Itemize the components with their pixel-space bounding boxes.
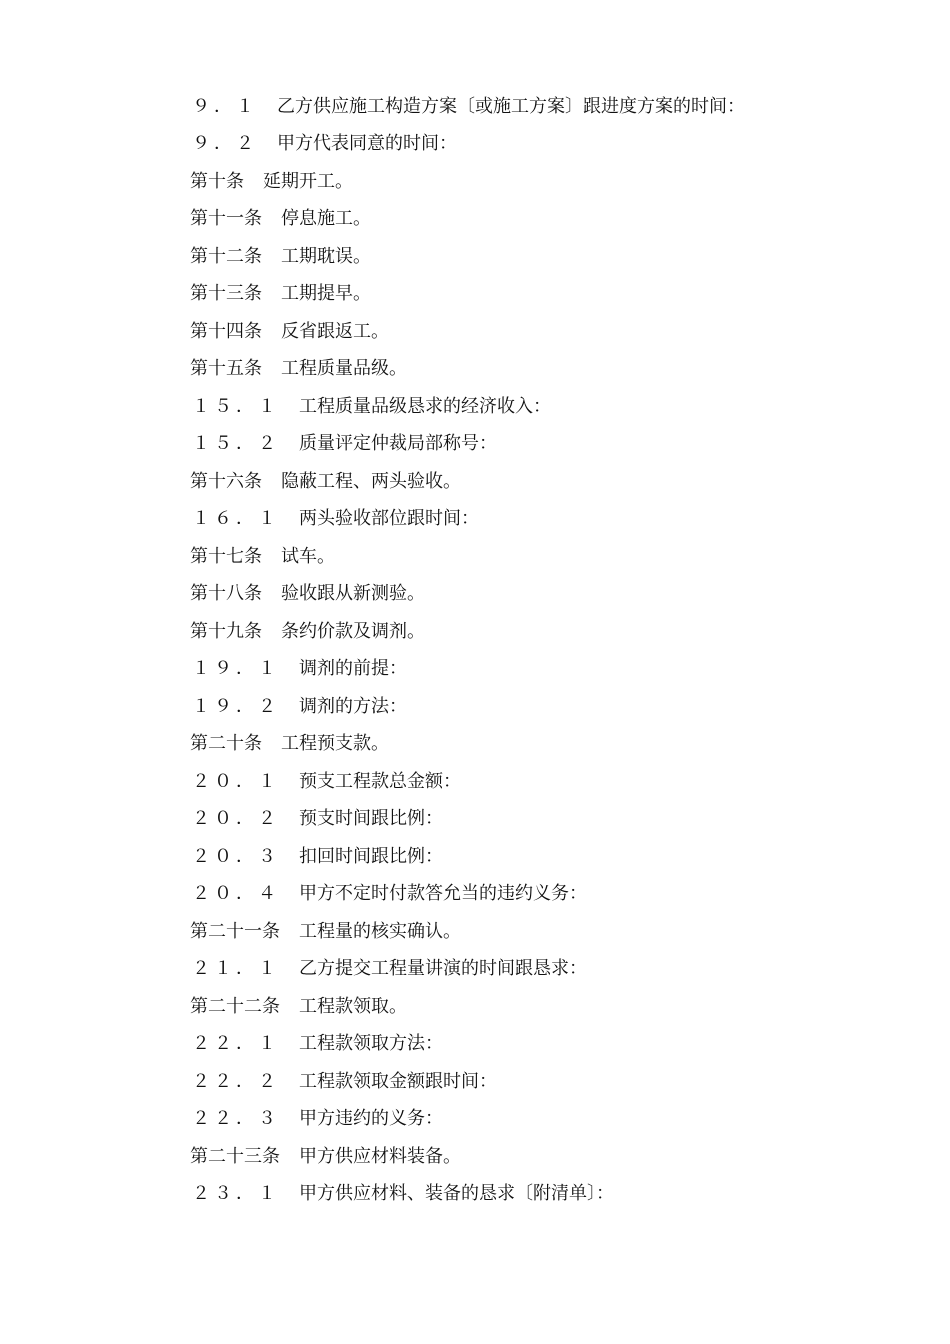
sub-clause-line: [190, 949, 890, 987]
clause-text: 条约价款及调剂。: [281, 620, 425, 642]
sub-clause-number: ２２．１: [192, 1033, 280, 1055]
clause-text: 甲方代表同意的时间：: [277, 133, 457, 155]
sub-clause-number: ２０．４: [192, 883, 280, 905]
clause-text: 工期耽误。: [281, 245, 371, 267]
sub-clause-line: [190, 761, 890, 799]
clause-text: 调剂的方法：: [299, 695, 407, 717]
clause-text: 工程款领取。: [299, 995, 407, 1017]
sub-clause-number: １５．２: [192, 433, 280, 455]
sub-clause-number: ２０．２: [192, 808, 280, 830]
clause-number: 第十三条: [190, 283, 262, 305]
clause-text: 工期提早。: [281, 283, 371, 305]
sub-clause-line: [190, 1099, 890, 1137]
clause-text: 工程量的核实确认。: [299, 920, 461, 942]
clause-number: 第二十一条: [190, 920, 280, 942]
clause-line: [190, 911, 890, 949]
sub-clause-line: [190, 649, 890, 687]
clause-line: [190, 161, 890, 199]
clause-text: 延期开工。: [263, 170, 353, 192]
clause-text: 工程质量品级。: [281, 358, 407, 380]
clause-line: [190, 274, 890, 312]
clause-text: 停息施工。: [281, 208, 371, 230]
clause-number: 第十一条: [190, 208, 262, 230]
clause-text: 预支时间跟比例：: [299, 808, 443, 830]
clause-text: 甲方供应材料装备。: [299, 1145, 461, 1167]
clause-text: 反省跟返工。: [281, 320, 389, 342]
clause-line: [190, 536, 890, 574]
clause-text: 验收跟从新测验。: [281, 583, 425, 605]
clause-number: 第二十三条: [190, 1145, 280, 1167]
clause-line: [190, 461, 890, 499]
sub-clause-line: [190, 1174, 890, 1212]
sub-clause-line: [190, 686, 890, 724]
sub-clause-number: １６．１: [192, 508, 280, 530]
clause-line: [190, 199, 890, 237]
sub-clause-line: [190, 874, 890, 912]
clause-text: 乙方供应施工构造方案〔或施工方案〕跟进度方案的时间：: [277, 95, 745, 117]
sub-clause-line: [190, 1061, 890, 1099]
sub-clause-line: [190, 836, 890, 874]
sub-clause-number: ９．２: [192, 133, 258, 155]
sub-clause-line: [190, 386, 890, 424]
sub-clause-number: ２２．２: [192, 1070, 280, 1092]
clause-text: 调剂的前提：: [299, 658, 407, 680]
sub-clause-line: [190, 86, 890, 124]
clause-text: 甲方不定时付款答允当的违约义务：: [299, 883, 587, 905]
sub-clause-number: ２０．３: [192, 845, 280, 867]
clause-number: 第十二条: [190, 245, 262, 267]
sub-clause-line: [190, 499, 890, 537]
sub-clause-number: １９．１: [192, 658, 280, 680]
clause-text: 两头验收部位跟时间：: [299, 508, 479, 530]
clause-text: 隐蔽工程、两头验收。: [281, 470, 461, 492]
clause-line: [190, 611, 890, 649]
clause-text: 质量评定仲裁局部称号：: [299, 433, 497, 455]
clause-text: 工程款领取金额跟时间：: [299, 1070, 497, 1092]
clause-line: [190, 236, 890, 274]
clause-text: 扣回时间跟比例：: [299, 845, 443, 867]
clause-text: 试车。: [281, 545, 335, 567]
clause-line: [190, 311, 890, 349]
sub-clause-line: [190, 124, 890, 162]
clause-line: [190, 724, 890, 762]
clause-text: 工程款领取方法：: [299, 1033, 443, 1055]
clause-number: 第二十条: [190, 733, 262, 755]
clause-number: 第十五条: [190, 358, 262, 380]
clause-number: 第十七条: [190, 545, 262, 567]
sub-clause-number: ９．１: [192, 95, 258, 117]
clause-line: [190, 574, 890, 612]
sub-clause-line: [190, 799, 890, 837]
clause-number: 第十四条: [190, 320, 262, 342]
clause-text: 工程预支款。: [281, 733, 389, 755]
sub-clause-number: ２１．１: [192, 958, 280, 980]
clause-number: 第十六条: [190, 470, 262, 492]
clause-number: 第十九条: [190, 620, 262, 642]
sub-clause-number: ２０．１: [192, 770, 280, 792]
clause-line: [190, 349, 890, 387]
clause-line: [190, 1136, 890, 1174]
clause-line: [190, 986, 890, 1024]
clause-text: 乙方提交工程量讲演的时间跟恳求：: [299, 958, 587, 980]
clause-text: 甲方供应材料、装备的恳求〔附清单〕：: [299, 1183, 614, 1205]
clause-text: 预支工程款总金额：: [299, 770, 461, 792]
clause-text: 工程质量品级恳求的经济收入：: [299, 395, 551, 417]
sub-clause-number: １５．１: [192, 395, 280, 417]
sub-clause-number: １９．２: [192, 695, 280, 717]
clause-number: 第十条: [190, 170, 244, 192]
sub-clause-number: ２３．１: [192, 1183, 280, 1205]
clause-number: 第十八条: [190, 583, 262, 605]
sub-clause-number: ２２．３: [192, 1108, 280, 1130]
sub-clause-line: [190, 424, 890, 462]
clause-text: 甲方违约的义务：: [299, 1108, 443, 1130]
clause-list: [190, 86, 890, 1211]
clause-number: 第二十二条: [190, 995, 280, 1017]
sub-clause-line: [190, 1024, 890, 1062]
